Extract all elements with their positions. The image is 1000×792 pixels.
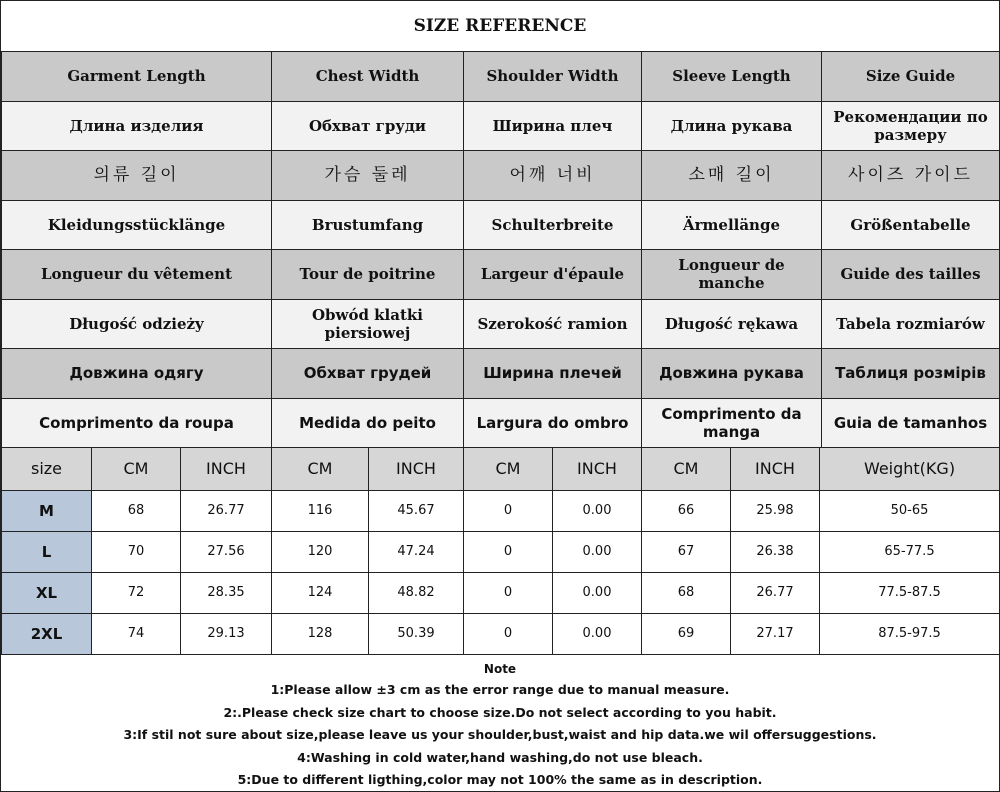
size-label-cell: L: [2, 532, 92, 573]
size-value-cell: 74: [92, 614, 181, 655]
size-table-row: [2, 614, 1000, 655]
size-value-cell: 70: [92, 532, 181, 573]
measurement-label-cell: Długość rękawa: [642, 299, 822, 349]
size-table-header-cell: CM: [642, 448, 731, 491]
size-value-cell: 68: [92, 491, 181, 532]
size-value-cell: 116: [272, 491, 369, 532]
page-title: SIZE REFERENCE: [1, 1, 999, 52]
size-value-cell: 50.39: [369, 614, 464, 655]
measurement-label-cell: 어깨 너비: [464, 151, 642, 201]
size-table-header-cell: size: [2, 448, 92, 491]
measurement-label-cell: Tour de poitrine: [272, 250, 464, 300]
size-value-cell: 26.77: [181, 491, 272, 532]
size-value-cell: 0.00: [553, 491, 642, 532]
size-table-header-cell: CM: [272, 448, 369, 491]
measurement-label-cell: Длина рукава: [642, 101, 822, 151]
size-value-cell: 0.00: [553, 532, 642, 573]
language-row: [2, 101, 1000, 151]
size-table-header-cell: INCH: [731, 448, 820, 491]
size-table-header-cell: INCH: [369, 448, 464, 491]
notes-list: [1, 679, 999, 792]
measurement-label-cell: Таблиця розмірів: [822, 349, 1000, 399]
size-value-cell: 0: [464, 614, 553, 655]
size-value-cell: 29.13: [181, 614, 272, 655]
measurement-label-cell: Chest Width: [272, 52, 464, 102]
size-table-header-cell: INCH: [181, 448, 272, 491]
size-value-cell: 45.67: [369, 491, 464, 532]
measurement-label-cell: 사이즈 가이드: [822, 151, 1000, 201]
size-value-cell: 68: [642, 573, 731, 614]
size-value-cell: 67: [642, 532, 731, 573]
notes-title: Note: [483, 662, 517, 676]
size-label-cell: 2XL: [2, 614, 92, 655]
measurement-label-cell: Ширина плеч: [464, 101, 642, 151]
measurement-label-cell: Ширина плечей: [464, 349, 642, 399]
size-value-cell: 26.38: [731, 532, 820, 573]
language-row: [2, 250, 1000, 300]
measurement-label-cell: Comprimento da manga: [642, 398, 822, 448]
size-value-cell: 0.00: [553, 614, 642, 655]
language-row: [2, 200, 1000, 250]
measurement-label-cell: Longueur de manche: [642, 250, 822, 300]
size-table-row: [2, 491, 1000, 532]
size-value-cell: 48.82: [369, 573, 464, 614]
note-line: 4:Washing in cold water,hand washing,do not use bleach.: [297, 749, 703, 765]
size-value-cell: 77.5-87.5: [820, 573, 1000, 614]
size-value-cell: 26.77: [731, 573, 820, 614]
size-value-cell: 0: [464, 573, 553, 614]
measurement-label-cell: Довжина рукава: [642, 349, 822, 399]
size-value-cell: 87.5-97.5: [820, 614, 1000, 655]
size-value-cell: 69: [642, 614, 731, 655]
measurement-label-cell: 소매 길이: [642, 151, 822, 201]
language-row: [2, 398, 1000, 448]
notes-section: [1, 659, 999, 792]
language-label-table: [1, 51, 1000, 448]
size-table-header-cell: CM: [464, 448, 553, 491]
size-table-row: [2, 573, 1000, 614]
size-label-cell: M: [2, 491, 92, 532]
size-value-cell: 28.35: [181, 573, 272, 614]
measurement-label-cell: Обхват грудей: [272, 349, 464, 399]
measurement-label-cell: Obwód klatki piersiowej: [272, 299, 464, 349]
language-row: [2, 299, 1000, 349]
measurement-label-cell: Guia de tamanhos: [822, 398, 1000, 448]
measurement-label-cell: Size Guide: [822, 52, 1000, 102]
measurement-label-cell: Ärmellänge: [642, 200, 822, 250]
measurement-label-cell: Schulterbreite: [464, 200, 642, 250]
measurement-label-cell: Largura do ombro: [464, 398, 642, 448]
size-chart-table: [1, 447, 1000, 655]
measurement-label-cell: Tabela rozmiarów: [822, 299, 1000, 349]
size-value-cell: 0: [464, 491, 553, 532]
size-value-cell: 124: [272, 573, 369, 614]
size-value-cell: 72: [92, 573, 181, 614]
measurement-label-cell: Szerokość ramion: [464, 299, 642, 349]
note-line: 5:Due to different ligthing,color may not 100% the same as in description.: [237, 772, 763, 787]
size-table-header-cell: CM: [92, 448, 181, 491]
measurement-label-cell: Обхват груди: [272, 101, 464, 151]
size-value-cell: 47.24: [369, 532, 464, 573]
measurement-label-cell: Garment Length: [2, 52, 272, 102]
size-value-cell: 25.98: [731, 491, 820, 532]
language-row: [2, 52, 1000, 102]
measurement-label-cell: Brustumfang: [272, 200, 464, 250]
measurement-label-cell: 의류 길이: [2, 151, 272, 201]
language-row: [2, 151, 1000, 201]
measurement-label-cell: Guide des tailles: [822, 250, 1000, 300]
measurement-label-cell: Comprimento da roupa: [2, 398, 272, 448]
note-line: 3:If stil not sure about size,please leave us your shoulder,bust,waist and hip data.we wil offersuggestions.: [123, 727, 877, 742]
note-line: 2:.Please check size chart to choose size.Do not select according to you habit.: [223, 704, 777, 720]
size-value-cell: 66: [642, 491, 731, 532]
measurement-label-cell: Довжина одягу: [2, 349, 272, 399]
size-value-cell: 120: [272, 532, 369, 573]
size-value-cell: 0: [464, 532, 553, 573]
size-table-header-row: [2, 448, 1000, 491]
size-value-cell: 0.00: [553, 573, 642, 614]
measurement-label-cell: Medida do peito: [272, 398, 464, 448]
size-value-cell: 50-65: [820, 491, 1000, 532]
note-line: 1:Please allow ±3 cm as the error range due to manual measure.: [270, 682, 730, 697]
size-table-row: [2, 532, 1000, 573]
measurement-label-cell: Longueur du vêtement: [2, 250, 272, 300]
size-label-cell: XL: [2, 573, 92, 614]
language-row: [2, 349, 1000, 399]
measurement-label-cell: Kleidungsstücklänge: [2, 200, 272, 250]
size-value-cell: 27.17: [731, 614, 820, 655]
measurement-label-cell: Sleeve Length: [642, 52, 822, 102]
measurement-label-cell: Рекомендации по размеру: [822, 101, 1000, 151]
size-value-cell: 65-77.5: [820, 532, 1000, 573]
measurement-label-cell: 가슴 둘레: [272, 151, 464, 201]
measurement-label-cell: Größentabelle: [822, 200, 1000, 250]
measurement-label-cell: Длина изделия: [2, 101, 272, 151]
size-value-cell: 27.56: [181, 532, 272, 573]
size-table-header-cell: Weight(KG): [820, 448, 1000, 491]
measurement-label-cell: Largeur d'épaule: [464, 250, 642, 300]
measurement-label-cell: Shoulder Width: [464, 52, 642, 102]
size-value-cell: 128: [272, 614, 369, 655]
measurement-label-cell: Długość odzieży: [2, 299, 272, 349]
size-table-header-cell: INCH: [553, 448, 642, 491]
